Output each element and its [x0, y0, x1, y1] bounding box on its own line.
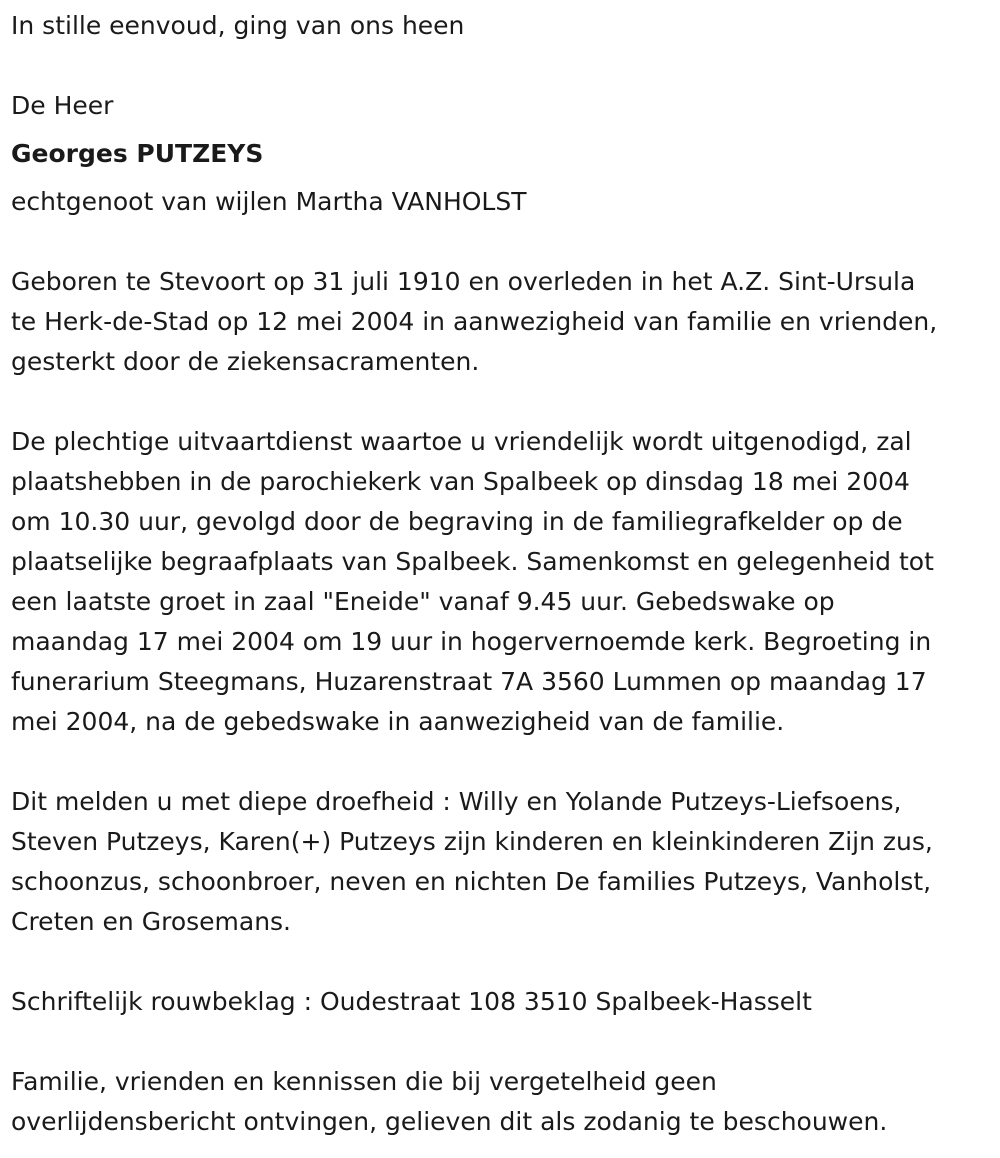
paragraph-line: overlijdensbericht ontvingen, gelieven dit als zodanig te beschouwen. [11, 1107, 888, 1136]
paragraph-line: te Herk-de-Stad op 12 mei 2004 in aanwezigheid van familie en vrienden, [11, 307, 938, 336]
family-paragraph [11, 782, 933, 942]
paragraph-line: om 10.30 uur, gevolgd door de begraving in de familiegrafkelder op de [11, 507, 903, 536]
paragraph-line: gesterkt door de ziekensacramenten. [11, 347, 480, 376]
paragraph-line: plaatshebben in de parochiekerk van Spalbeek op dinsdag 18 mei 2004 [11, 467, 910, 496]
condolence-address: Schriftelijk rouwbeklag : Oudestraat 108 3510 Spalbeek-Hasselt [11, 987, 812, 1016]
salutation: De Heer [11, 91, 114, 120]
service-paragraph [11, 422, 934, 742]
paragraph-line: Creten en Grosemans. [11, 907, 292, 936]
paragraph-line: Dit melden u met diepe droefheid : Willy en Yolande Putzeys-Liefsoens, [11, 787, 902, 816]
paragraph-line: een laatste groet in zaal "Eneide" vanaf 9.45 uur. Gebedswake op [11, 587, 835, 616]
birth-paragraph [11, 262, 937, 382]
deceased-name: Georges PUTZEYS [11, 139, 264, 168]
closing-paragraph [11, 1062, 887, 1142]
paragraph-line: schoonzus, schoonbroer, neven en nichten De families Putzeys, Vanholst, [11, 867, 932, 896]
paragraph-line: De plechtige uitvaartdienst waartoe u vriendelijk wordt uitgenodigd, zal [11, 427, 912, 456]
paragraph-line: Steven Putzeys, Karen(+) Putzeys zijn kinderen en kleinkinderen Zijn zus, [11, 827, 933, 856]
paragraph-line: Familie, vrienden en kennissen die bij vergetelheid geen [11, 1067, 717, 1096]
relation-line: echtgenoot van wijlen Martha VANHOLST [11, 187, 527, 216]
paragraph-line: Geboren te Stevoort op 31 juli 1910 en overleden in het A.Z. Sint-Ursula [11, 267, 916, 296]
paragraph-line: plaatselijke begraafplaats van Spalbeek. Samenkomst en gelegenheid tot [11, 547, 934, 576]
paragraph-line: mei 2004, na de gebedswake in aanwezigheid van de familie. [11, 707, 785, 736]
paragraph-line: maandag 17 mei 2004 om 19 uur in hogervernoemde kerk. Begroeting in [11, 627, 932, 656]
opening-line: In stille eenvoud, ging van ons heen [11, 11, 465, 40]
paragraph-line: funerarium Steegmans, Huzarenstraat 7A 3560 Lummen op maandag 17 [11, 667, 927, 696]
